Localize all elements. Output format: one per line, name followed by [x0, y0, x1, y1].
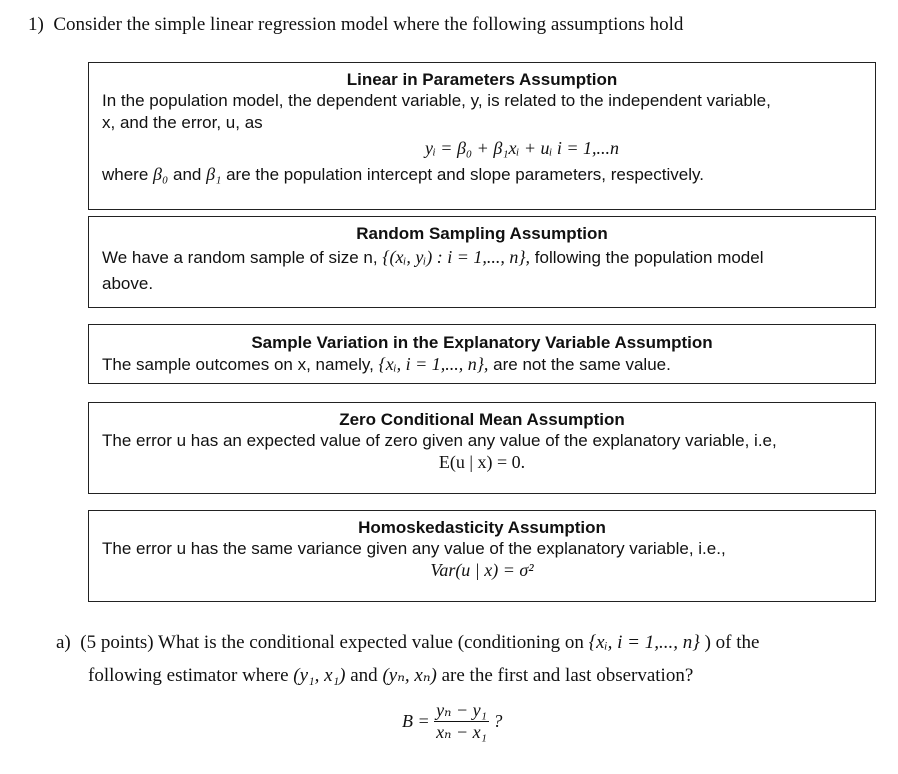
- assumption-text-line1: [89, 246, 875, 269]
- part-a-text2-suffix: are the first and last observation?: [441, 665, 694, 686]
- assumption-text-line1: The error u has the same variance given any value of the explanatory variable, i.e.,: [102, 539, 726, 558]
- part-a-line2: [88, 664, 693, 687]
- assumption-title: Homoskedasticity Assumption: [358, 518, 606, 537]
- estimator-numerator: yₙ − y₁: [436, 700, 487, 720]
- estimator-denominator: xₙ − x₁: [436, 722, 487, 742]
- assumption-title: Linear in Parameters Assumption: [346, 70, 618, 89]
- part-a-label: a): [56, 632, 71, 653]
- part-a-text2-and: and: [350, 665, 378, 686]
- part-a-text2-prefix: following estimator where: [88, 665, 289, 686]
- part-a-text-prefix: (5 points) What is the conditional expected value (conditioning on: [80, 632, 584, 653]
- where-suffix: are the population intercept and slope parameters, respectively.: [226, 165, 704, 184]
- question-intro: Consider the simple linear regression model where the following assumptions hold: [53, 14, 684, 35]
- zero-mean-equation: E(u | x) = 0.: [438, 452, 526, 472]
- beta0-symbol: β₀: [153, 164, 169, 184]
- first-observation-math: (y₁, x₁): [293, 665, 346, 686]
- where-and: and: [173, 165, 202, 184]
- assumption-title: Zero Conditional Mean Assumption: [339, 410, 625, 429]
- part-a-line1: [56, 632, 759, 654]
- assumption-text-line1: In the population model, the dependent variable, y, is related to the independent variable,: [102, 91, 771, 110]
- sampling-suffix: following the population model: [534, 248, 764, 267]
- estimator-question-mark: ?: [493, 711, 503, 731]
- estimator-lhs: B =: [402, 711, 430, 731]
- sampling-prefix: We have a random sample of size n,: [102, 248, 378, 267]
- assumption-title: Sample Variation in the Explanatory Variable Assumption: [251, 333, 713, 352]
- variation-prefix: The sample outcomes on x, namely,: [102, 355, 374, 374]
- sample-set-math: {(xᵢ, yᵢ) : i = 1,..., n},: [382, 247, 531, 267]
- conditioning-set-math: {xᵢ, i = 1,..., n}: [588, 632, 700, 653]
- last-observation-math: (yₙ, xₙ): [382, 665, 437, 686]
- x-set-math: {xᵢ, i = 1,..., n},: [378, 354, 489, 374]
- variation-suffix: are not the same value.: [493, 355, 671, 374]
- question-header: [28, 14, 683, 36]
- assumption-text-line1: The error u has an expected value of zero given any value of the explanatory variable, i.e,: [102, 431, 777, 450]
- assumption-title: Random Sampling Assumption: [356, 224, 608, 243]
- assumption-linear-box: [88, 62, 876, 210]
- linear-model-equation: yᵢ = β₀ + β₁xᵢ + uᵢ i = 1,...n: [424, 138, 620, 158]
- beta1-symbol: β₁: [206, 164, 222, 184]
- estimator-formula: [402, 700, 502, 743]
- assumption-text-line1: [89, 353, 875, 376]
- assumption-text-line2: x, and the error, u, as: [102, 113, 263, 132]
- assumption-sample-variation-box: [88, 324, 876, 384]
- variance-equation: Var(u | x) = σ²: [430, 560, 534, 580]
- where-prefix: where: [102, 165, 149, 184]
- estimator-fraction: [434, 700, 489, 743]
- assumption-zero-mean-box: [88, 402, 876, 494]
- assumption-text-line2: above.: [102, 274, 154, 293]
- question-number: 1): [28, 14, 44, 35]
- part-a-text-suffix: ) of the: [704, 632, 760, 653]
- assumption-homoskedasticity-box: [88, 510, 876, 602]
- assumption-random-sampling-box: [88, 216, 876, 308]
- assumption-where-line: [89, 163, 875, 186]
